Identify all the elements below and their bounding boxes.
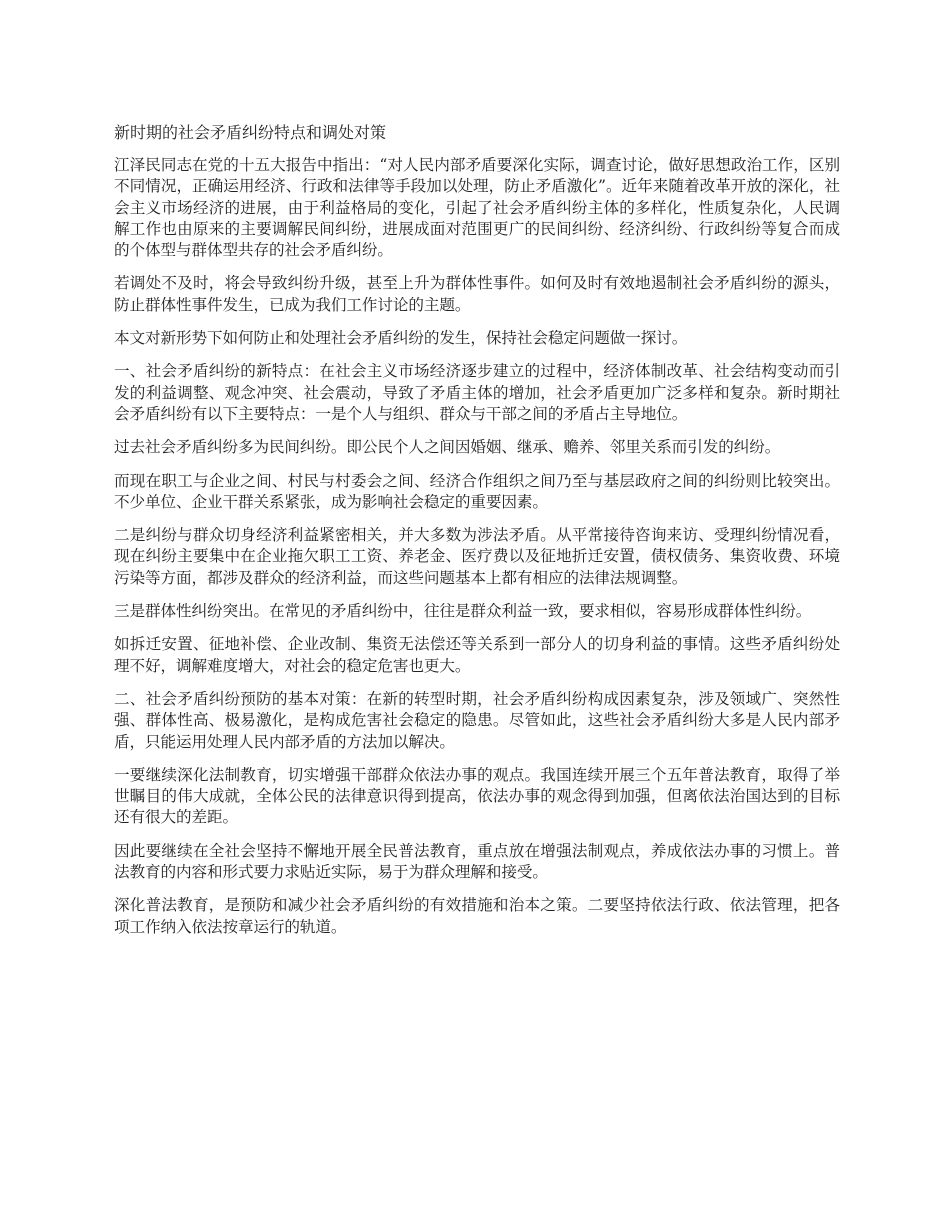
paragraph-1: 江泽民同志在党的十五大报告中指出：“对人民内部矛盾要深化实际，调查讨论，做好思想政治工作，区别不同情况，正确运用经济、行政和法律等手段加以处理，防止矛盾激化”。近年来随着改革开放的深化，社会主义市场经济的进展，由于利益格局的变化，引起了社会矛盾纠纷主体的多样化，性质复杂化，人民调解工作也由原来的主要调解民间纠纷，进展成面对范围更广的民间纠纷、经济纠纷、行政纠纷等复合而成的个体型与群体型共存的社会矛盾纠纷。 — [114, 156, 840, 260]
paragraph-8: 三是群体性纠纷突出。在常见的矛盾纠纷中，往往是群众利益一致，要求相似，容易形成群体性纠纷。 — [114, 602, 812, 621]
paragraph-11: 一要继续深化法制教育，切实增强干部群众依法办事的观点。我国连续开展三个五年普法教育，取得了举世瞩目的伟大成就，全体公民的法律意识得到提高，依法办事的观念得到加强，但离依法治国达到的目标还有很大的差距。 — [114, 765, 840, 827]
paragraph-7: 二是纠纷与群众切身经济利益紧密相关，并大多数为涉法矛盾。从平常接待咨询来访、受理纠纷情况看，现在纠纷主要集中在企业拖欠职工工资、养老金、医疗费以及征地折迁安置，债权债务、集资收费、环境污染等方面，都涉及群众的经济利益，而这些问题基本上都有相应的法律法规调整。 — [114, 526, 840, 587]
document-page — [114, 122, 840, 950]
document-title: 新时期的社会矛盾纠纷特点和调处对策 — [114, 123, 387, 142]
paragraph-4: 一、社会矛盾纠纷的新特点：在社会主义市场经济逐步建立的过程中，经济体制改革、社会结构变动而引发的利益调整、观念冲突、社会震动，导致了矛盾主体的增加，社会矛盾更加广泛多样和复杂。新时期社会矛盾纠纷有以下主要特点：一是个人与组织、群众与干部之间的矛盾占主导地位。 — [114, 362, 840, 423]
paragraph-12: 因此要继续在全社会坚持不懈地开展全民普法教育，重点放在增强法制观点，养成依法办事的习惯上。普法教育的内容和形式要力求贴近实际，易于为群众理解和接受。 — [114, 841, 840, 882]
paragraph-5: 过去社会矛盾纠纷多为民间纠纷。即公民个人之间因婚姻、继承、赡养、邻里关系而引发的纠纷。 — [114, 438, 781, 457]
paragraph-6: 而现在职工与企业之间、村民与村委会之间、经济合作组织之间乃至与基层政府之间的纠纷则比较突出。不少单位、企业干群关系紧张，成为影响社会稳定的重要因素。 — [114, 471, 840, 511]
paragraph-3: 本文对新形势下如何防止和处理社会矛盾纠纷的发生，保持社会稳定问题做一探讨。 — [114, 329, 688, 348]
paragraph-9: 如拆迁安置、征地补偿、企业改制、集资无法偿还等关系到一部分人的切身利益的事情。这些矛盾纠纷处理不好，调解难度增大，对社会的稳定危害也更大。 — [114, 635, 840, 675]
paragraph-10: 二、社会矛盾纠纷预防的基本对策：在新的转型时期，社会矛盾纠纷构成因素复杂，涉及领域广、突然性强、群体性高、极易激化，是构成危害社会稳定的隐患。尽管如此，这些社会矛盾纠纷大多是人民内部矛盾，只能运用处理人民内部矛盾的方法加以解决。 — [114, 689, 840, 751]
paragraph-13: 深化普法教育，是预防和减少社会矛盾纠纷的有效措施和治本之策。二要坚持依法行政、依法管理，把各项工作纳入依法按章运行的轨道。 — [114, 896, 840, 936]
paragraph-2: 若调处不及时，将会导致纠纷升级，甚至上升为群体性事件。如何及时有效地遏制社会矛盾纠纷的源头，防止群体性事件发生，已成为我们工作讨论的主题。 — [114, 274, 840, 314]
